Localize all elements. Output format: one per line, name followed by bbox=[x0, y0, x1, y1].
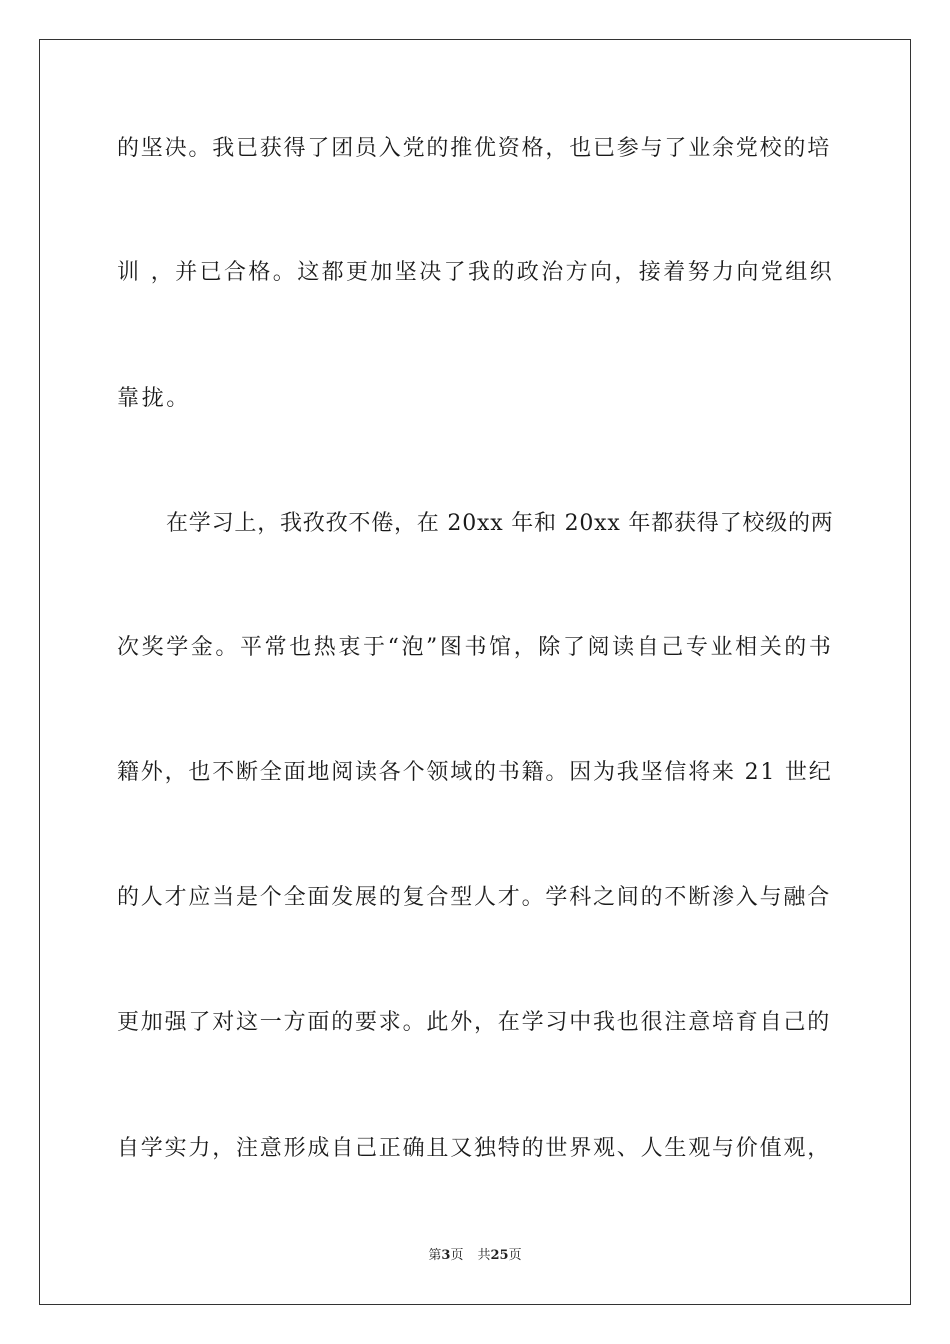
body-line-5: 次奖学金。平常也热衷于“泡”图书馆，除了阅读自己专业相关的书 bbox=[117, 635, 834, 660]
footer-page-total: 25 bbox=[490, 1248, 509, 1263]
body-line-6: 籍外，也不断全面地阅读各个领域的书籍。因为我坚信将来 21 世纪 bbox=[117, 760, 833, 785]
footer-page-current: 3 bbox=[441, 1248, 451, 1263]
body-line-8: 更加强了对这一方面的要求。此外，在学习中我也很注意培育自己的 bbox=[117, 1010, 832, 1035]
page-border bbox=[39, 39, 911, 1305]
footer-page-unit: 页 bbox=[450, 1248, 464, 1263]
footer-total-unit: 页 bbox=[508, 1248, 522, 1263]
body-line-9: 自学实力，注意形成自己正确且又独特的世界观、人生观与价值观， bbox=[117, 1136, 832, 1161]
footer-total-prefix: 共 bbox=[477, 1248, 491, 1263]
body-line-1: 的坚决。我已获得了团员入党的推优资格，也已参与了业余党校的培 bbox=[117, 136, 832, 161]
body-line-3: 靠拢。 bbox=[117, 386, 191, 411]
body-line-4: 在学习上，我孜孜不倦，在 20xx 年和 20xx 年都获得了校级的两 bbox=[166, 511, 834, 536]
body-line-7: 的人才应当是个全面发展的复合型人才。学科之间的不断渗入与融合 bbox=[117, 885, 832, 910]
footer-page-prefix: 第 bbox=[428, 1248, 442, 1263]
body-line-2: 训 ，并已合格。这都更加坚决了我的政治方向，接着努力向党组织 bbox=[117, 260, 834, 285]
page-footer bbox=[0, 1247, 950, 1265]
